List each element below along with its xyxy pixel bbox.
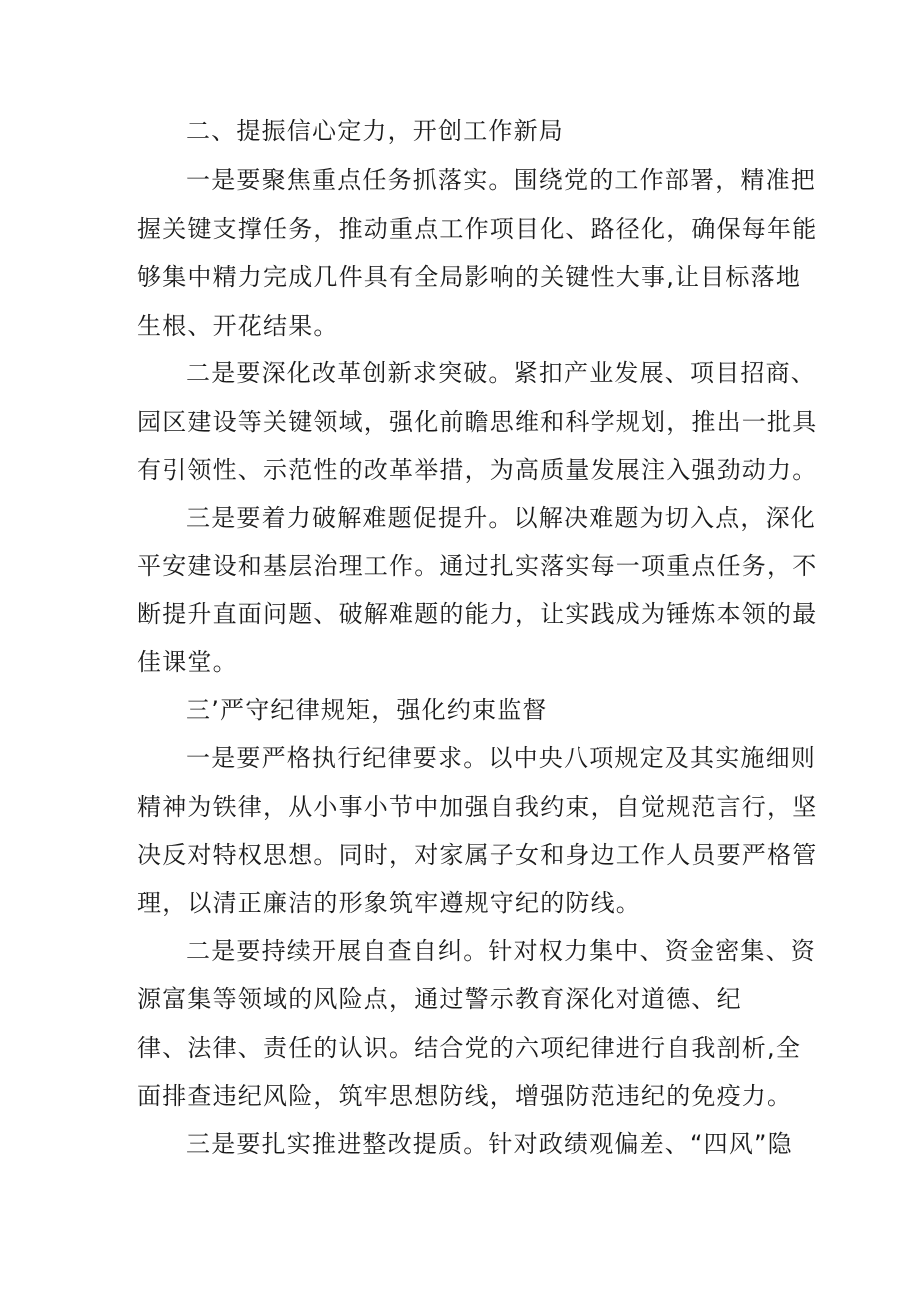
paragraph-line: 握关键支撑任务，推动重点工作项目化、路径化，确保每年能 bbox=[137, 215, 818, 243]
paragraph-line: 二是要深化改革创新求突破。紧扣产业发展、项目招商、 bbox=[186, 359, 816, 387]
paragraph-line: 源富集等领域的风险点，通过警示教育深化对道德、纪 bbox=[137, 985, 742, 1013]
paragraph-line: 有引领性、示范性的改革举措，为高质量发展注入强劲动力。 bbox=[137, 456, 818, 484]
paragraph-line: 断提升直面问题、破解难题的能力，让实践成为锤炼本领的最 bbox=[137, 600, 818, 628]
paragraph-line: 理，以清正廉洁的形象筑牢遵规守纪的防线。 bbox=[137, 889, 641, 917]
paragraph-line: 三是要扎实推进整改提质。针对政绩观偏差、“四风”隐 bbox=[186, 1130, 793, 1158]
paragraph-line: 一是要严格执行纪律要求。以中央八项规定及其实施细则 bbox=[186, 744, 816, 772]
paragraph-line: 三是要着力破解难题促提升。以解决难题为切入点，深化 bbox=[186, 504, 816, 532]
paragraph-line: 一是要聚焦重点任务抓落实。围绕党的工作部署，精准把 bbox=[186, 166, 816, 194]
paragraph-line: 精神为铁律，从小事小节中加强自我约束，自觉规范言行，坚 bbox=[137, 793, 818, 821]
paragraph-line: 佳课堂。 bbox=[137, 648, 238, 676]
paragraph-line: 面排查违纪风险，筑牢思想防线，增强防范违纪的免疫力。 bbox=[137, 1082, 793, 1110]
paragraph-line: 决反对特权思想。同时，对家属子女和身边工作人员要严格管 bbox=[137, 841, 818, 869]
paragraph-line: 二是要持续开展自查自纠。针对权力集中、资金密集、资 bbox=[186, 937, 816, 965]
section-heading-3: 三’严守纪律规矩，强化约束监督 bbox=[186, 696, 548, 724]
section-heading-2: 二、提振信心定力，开创工作新局 bbox=[186, 117, 564, 145]
paragraph-line: 平安建设和基层治理工作。通过扎实落实每一项重点任务，不 bbox=[137, 552, 818, 580]
paragraph-line: 够集中精力完成几件具有全局影响的关键性大事,让目标落地 bbox=[137, 263, 802, 291]
paragraph-line: 律、法律、责任的认识。结合党的六项纪律进行自我剖析,全 bbox=[137, 1034, 802, 1062]
paragraph-line: 生根、开花结果。 bbox=[137, 312, 339, 340]
paragraph-line: 园区建设等关键领域，强化前瞻思维和科学规划，推出一批具 bbox=[137, 408, 818, 436]
